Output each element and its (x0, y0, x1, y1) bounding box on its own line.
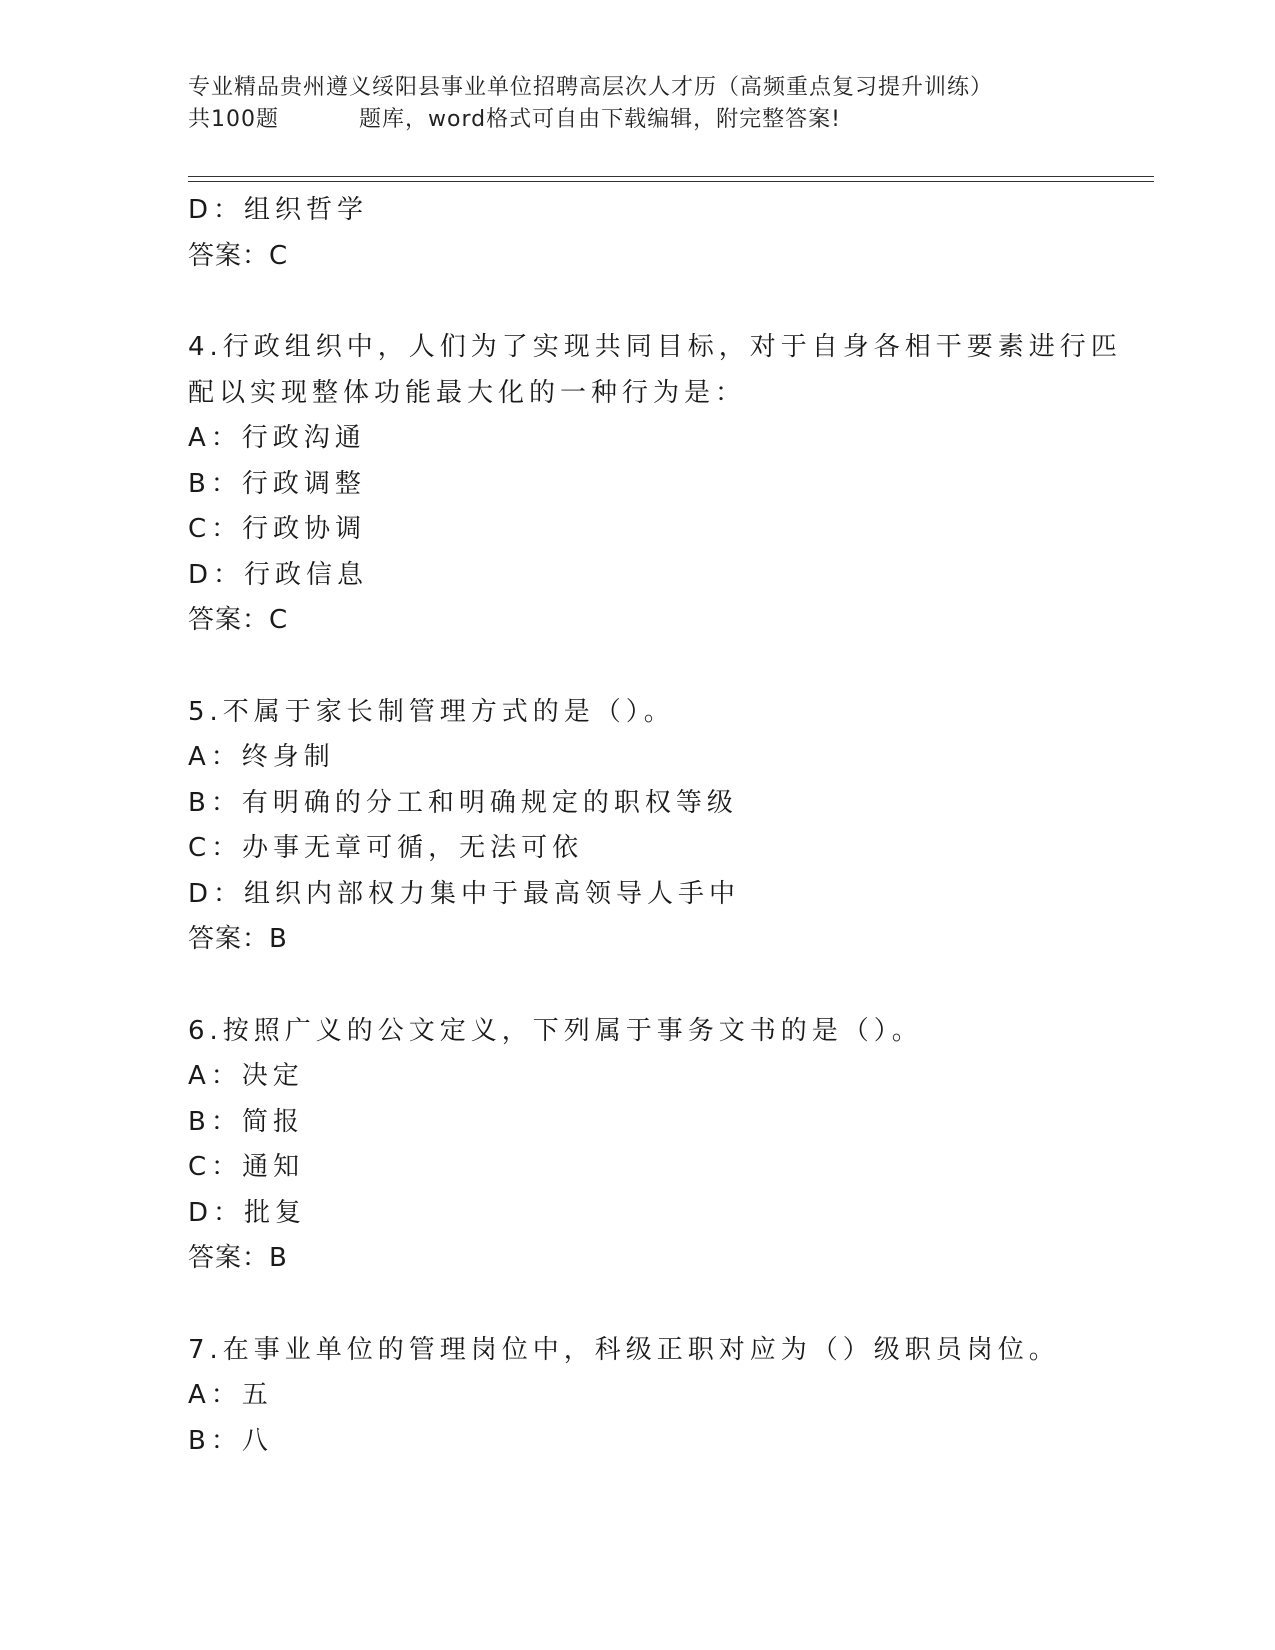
option-b: B：八 (188, 1425, 273, 1456)
answer-value: C (269, 240, 289, 271)
answer-label: 答案： (188, 605, 270, 635)
question-stem: 7.在事业单位的管理岗位中，科级正职对应为（）级职员岗位。 (188, 1334, 1060, 1365)
question-block-6 (188, 1009, 1088, 1282)
header-description: 题库，word格式可自由下载编辑，附完整答案! (359, 107, 841, 132)
option-a: A：五 (188, 1380, 273, 1410)
header-divider-thick (188, 181, 1154, 182)
answer-label: 答案： (188, 924, 270, 954)
answer-value: C (269, 605, 289, 635)
header-question-count: 共100题 (188, 107, 279, 132)
question-block-4 (188, 325, 1122, 644)
option-b: B：简报 (188, 1106, 304, 1137)
header-title: 专业精品贵州遵义绥阳县事业单位招聘高层次人才历（高频重点复习提升训练） (188, 75, 994, 100)
document-body (188, 188, 1122, 1464)
answer-label: 答案： (188, 240, 270, 271)
option-a: A：终身制 (188, 742, 335, 772)
option-a: A：行政沟通 (188, 423, 366, 453)
header-subtitle (188, 104, 1088, 136)
option-d: D：批复 (188, 1197, 307, 1228)
document-header (188, 72, 1088, 136)
question-stem-line-1: 4.行政组织中，人们为了实现共同目标，对于自身各相干要素进行匹 (188, 332, 1122, 362)
option-a: A：决定 (188, 1061, 304, 1091)
question-block-7 (188, 1328, 1088, 1465)
option-c: C：办事无章可循，无法可依 (188, 833, 584, 863)
answer-label: 答案： (188, 1243, 270, 1273)
header-divider-thin (188, 176, 1154, 177)
option-d: D：组织内部权力集中于最高领导人手中 (188, 878, 741, 909)
option-b: B：有明确的分工和明确规定的职权等级 (188, 787, 738, 818)
question-stem: 5.不属于家长制管理方式的是（）。 (188, 696, 675, 727)
option-b: B：行政调整 (188, 468, 366, 499)
question-stem-line-2: 配以实现整体功能最大化的一种行为是： (188, 377, 747, 408)
answer-value: B (269, 1243, 288, 1273)
question-block-5 (188, 690, 1088, 963)
answer-value: B (269, 924, 288, 954)
answer-line (188, 234, 1088, 280)
option-d: D：行政信息 (188, 559, 369, 590)
question-stem: 6.按照广义的公文定义，下列属于事务文书的是（）。 (188, 1015, 923, 1046)
answer-line (188, 1236, 1088, 1282)
option-c: C：行政协调 (188, 514, 367, 544)
option-c: C：通知 (188, 1152, 305, 1182)
option-d: D：组织哲学 (188, 195, 369, 225)
question-block-3-continued (188, 188, 1088, 279)
answer-line (188, 917, 1088, 963)
answer-line (188, 598, 1088, 644)
